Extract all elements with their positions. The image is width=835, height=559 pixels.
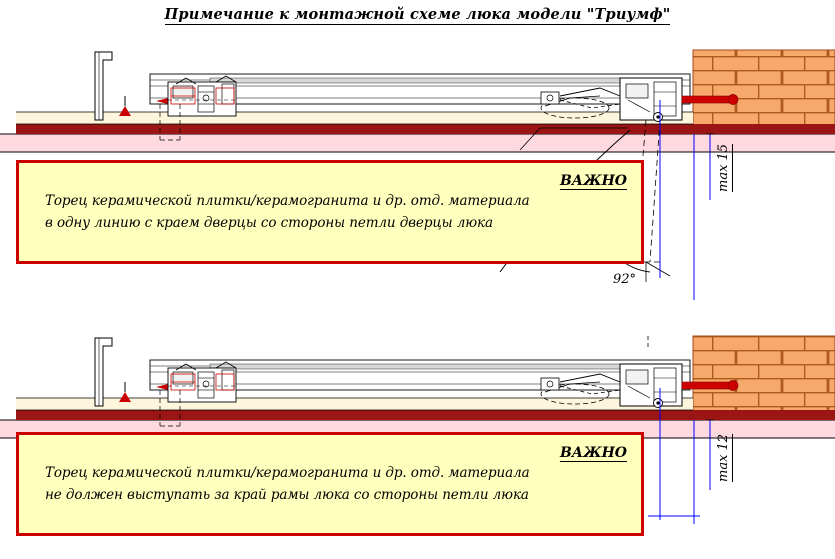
page-title: [0, 6, 835, 23]
hatch-body-top: [16, 112, 693, 124]
note-top-line-1: Торец керамической плитки/керамогранита и др. отд. материала: [45, 193, 530, 209]
note-bottom-header: ВАЖНО: [559, 445, 627, 461]
piston-rod-bottom: [682, 382, 730, 389]
note-bottom-line-1: Торец керамической плитки/керамогранита и др. отд. материала: [45, 465, 530, 481]
note-box-bottom: [16, 432, 644, 536]
marker-left-top: [119, 106, 131, 116]
note-box-top: [16, 160, 644, 264]
dimension-top-gap: max 15: [716, 143, 731, 192]
note-top-header: ВАЖНО: [559, 173, 627, 189]
brick-wall-top: [693, 50, 835, 134]
note-bottom-line-2: не должен выступать за край рамы люка со стороны петли люка: [45, 487, 529, 503]
hinge-right-bottom: [620, 364, 682, 408]
tile-strip-bottom: [16, 410, 693, 420]
left-profile-bottom: [95, 338, 112, 406]
angle-label: 92°: [613, 272, 637, 287]
hinge-right-top: [620, 78, 682, 122]
brick-wall-bottom: [693, 336, 835, 420]
left-profile-top: [95, 52, 112, 120]
wall-band-top: [0, 134, 693, 152]
hatch-body-bottom: [16, 398, 693, 410]
marker-left-bottom: [119, 392, 131, 402]
page-title-text: Примечание к монтажной схеме люка модели "Триумф": [164, 6, 671, 23]
note-top-line-2: в одну линию с краем дверцы со стороны петли дверцы люка: [45, 215, 493, 231]
tile-strip-top: [16, 124, 693, 134]
piston-rod-top: [682, 96, 730, 103]
dimension-bottom-gap: max 12: [716, 433, 731, 482]
